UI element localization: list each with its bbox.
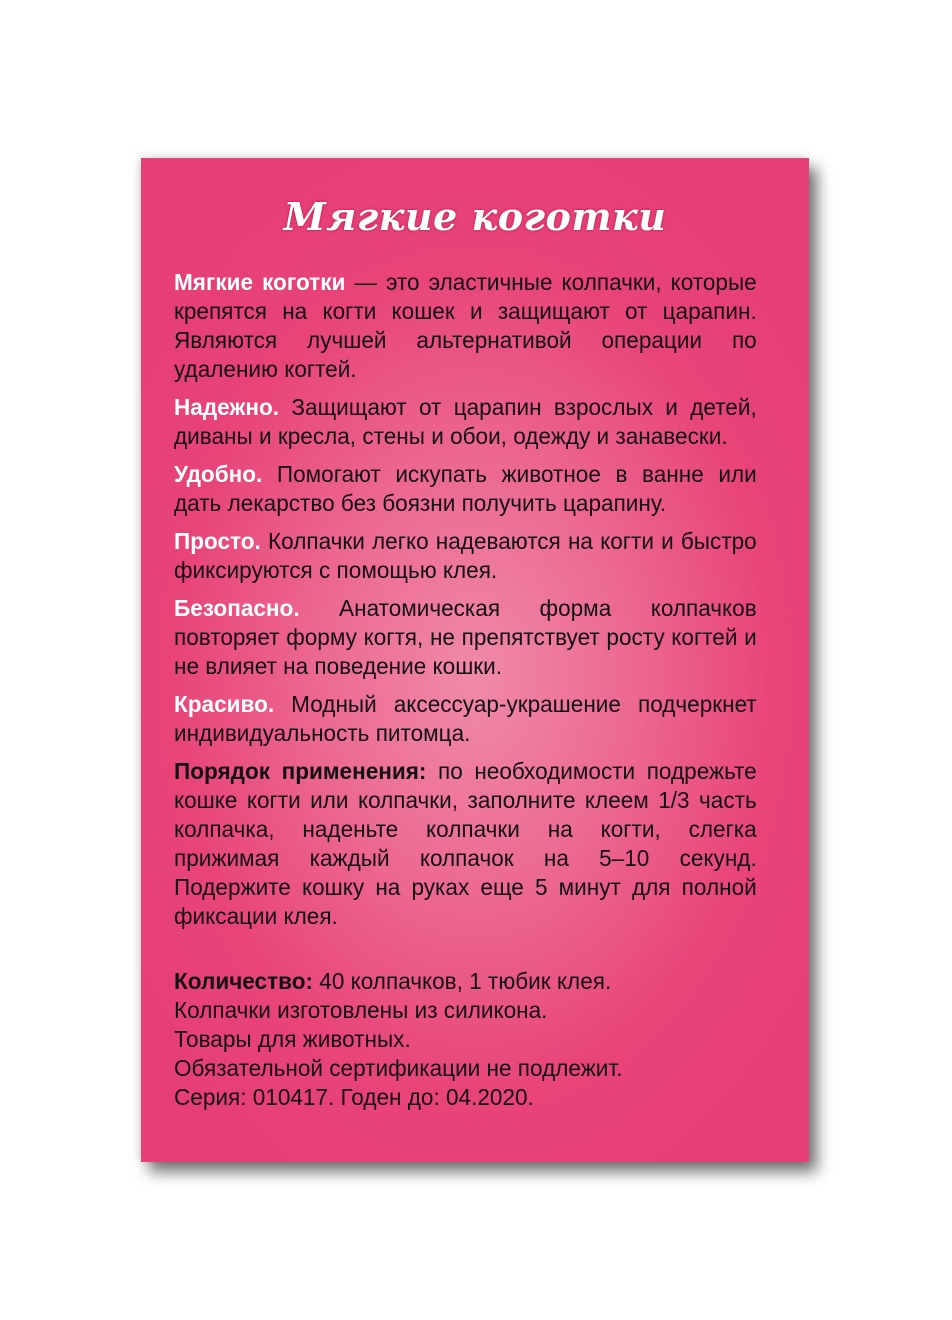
usage-lead: Порядок применения: [174, 758, 427, 784]
material-line: Колпачки изготовлены из силикона. [174, 997, 548, 1023]
product-label-card [141, 158, 809, 1162]
reliable-paragraph [174, 393, 757, 451]
safe-text: Анатомическая форма колпачков повторяет форму когтя, не препятствует росту когтей и не влияет на поведение кошки. [174, 595, 757, 679]
reliable-text: Защищают от царапин взрослых и детей, диваны и кресла, стены и обои, одежду и занавески. [174, 394, 757, 449]
certification-line: Обязательной сертификации не подлежит. [174, 1055, 623, 1081]
simple-text: Колпачки легко надеваются на когти и быстро фиксируются с помощью клея. [174, 528, 757, 583]
safe-lead: Безопасно. [174, 595, 300, 621]
series-line: Серия: 010417. Годен до: 04.2020. [174, 1084, 534, 1110]
quantity-lead: Количество: [174, 968, 314, 994]
intro-text: — это эластичные колпачки, которые крепятся на когти кошек и защищают от царапин. Являются лучшей альтернативой операции по удалению когтей. [174, 269, 757, 382]
beautiful-lead: Красиво. [174, 691, 275, 717]
quantity-line [174, 967, 757, 996]
safe-paragraph [174, 594, 757, 681]
usage-text: по необходимости подрежьте кошке когти или колпачки, заполните клеем 1/3 часть колпачка, наденьте колпачки на когти, слегка прижимая каждый колпачок на 5–10 секунд. Подержите кошку на руках еще 5 минут для полной фиксации клея. [174, 758, 757, 929]
convenient-paragraph [174, 460, 757, 518]
beautiful-text: Модный аксессуар-украшение подчеркнет индивидуальность питомца. [174, 691, 757, 746]
product-title: Мягкие коготки [283, 194, 667, 239]
category-line: Товары для животных. [174, 1026, 411, 1052]
usage-paragraph [174, 757, 757, 931]
intro-lead: Мягкие коготки [174, 269, 346, 295]
convenient-lead: Удобно. [174, 461, 263, 487]
simple-paragraph [174, 527, 757, 585]
beautiful-paragraph [174, 690, 757, 748]
product-info-footer [174, 967, 757, 1112]
reliable-lead: Надежно. [174, 394, 280, 420]
intro-paragraph [174, 268, 757, 384]
convenient-text: Помогают искупать животное в ванне или дать лекарство без боязни получить царапину. [174, 461, 757, 516]
simple-lead: Просто. [174, 528, 261, 554]
quantity-text: 40 колпачков, 1 тюбик клея. [313, 968, 612, 994]
description-body [174, 268, 757, 1112]
